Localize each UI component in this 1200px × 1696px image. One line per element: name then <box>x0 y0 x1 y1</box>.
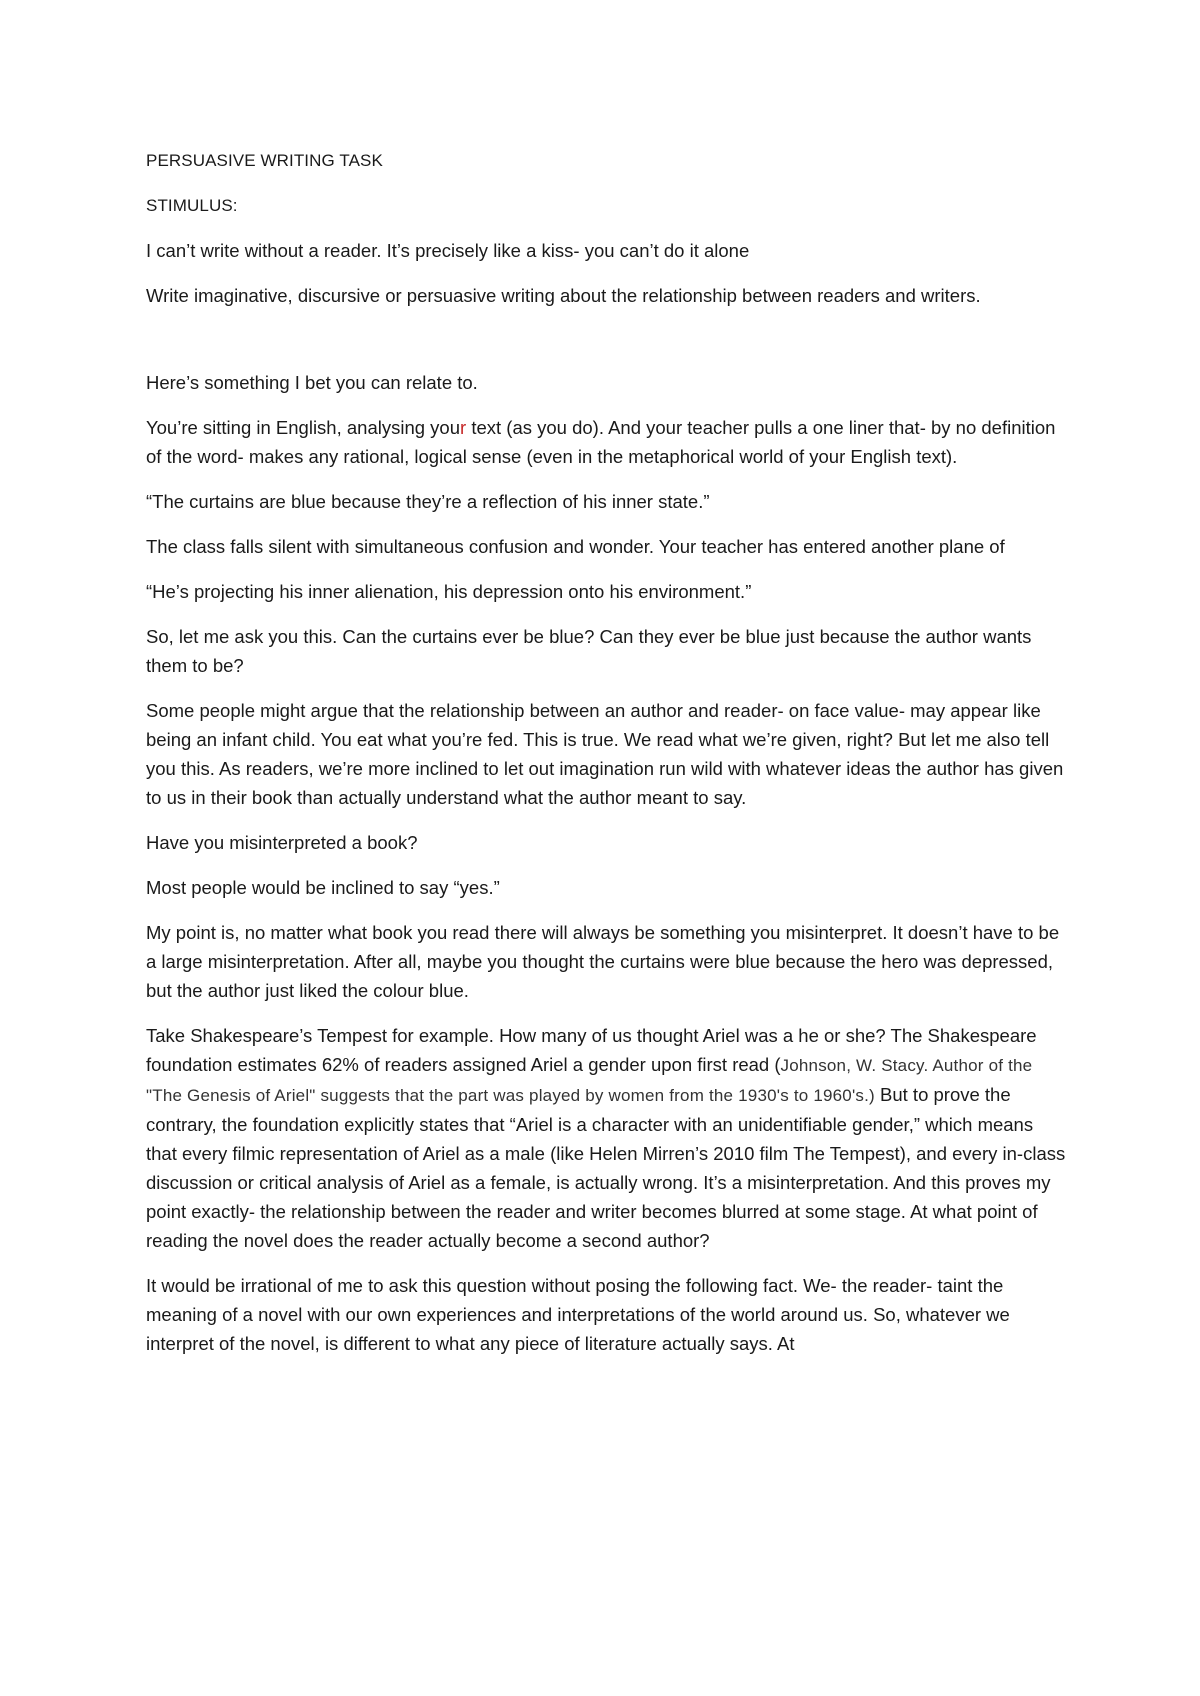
paragraph-2-text-b: text (as you do). And your teacher pulls a one liner that- by no definition of the word- makes any rational, logical sense (even in the metaphorical world of your English text). <box>146 417 1056 467</box>
task-prompt: Write imaginative, discursive or persuasive writing about the relationship between readers and writers. <box>146 285 981 306</box>
paragraph-4: The class falls silent with simultaneous confusion and wonder. Your teacher has entered another plane of <box>146 536 1005 557</box>
paragraph-spacer <box>146 326 1068 368</box>
paragraph-11 <box>146 1021 1068 1255</box>
paragraph-12: It would be irrational of me to ask this question without posing the following fact. We- the reader- taint the meaning of a novel with our own experiences and interpretations of the world around us. So, whatever we interpret of the novel, is different to what any piece of literature actually says. At <box>146 1275 1010 1354</box>
paragraph-10: My point is, no matter what book you read there will always be something you misinterpret. It doesn’t have to be a large misinterpretation. After all, maybe you thought the curtains were blue because the hero was depressed, but the author just liked the colour blue. <box>146 922 1060 1001</box>
paragraph-5: “He’s projecting his inner alienation, his depression onto his environment.” <box>146 581 752 602</box>
paragraph-8: Have you misinterpreted a book? <box>146 832 418 853</box>
paragraph-2-text-a: You’re sitting in English, analysing you <box>146 417 461 438</box>
citation: Johnson, W. Stacy. Author of the "The Genesis of Ariel" suggests that the part was played by women from the 1930's to 1960's.) <box>146 1056 1033 1105</box>
paragraph-1: Here’s something I bet you can relate to. <box>146 372 478 393</box>
paragraph-9: Most people would be inclined to say “yes.” <box>146 877 500 898</box>
paragraph-7: Some people might argue that the relationship between an author and reader- on face value- may appear like being an infant child. You eat what you’re fed. This is true. We read what we’re given, right? But let me also tell you this. As readers, we’re more inclined to let out imagination run wild with whatever ideas the author has given to us in their book than actually understand what the author meant to say. <box>146 700 1064 808</box>
paragraph-2 <box>146 413 1068 471</box>
paragraph-2-highlight: r <box>460 417 467 438</box>
paragraph-11-text-b: But to prove the contrary, the foundation explicitly states that “Ariel is a character with an unidentifiable gender,” which means that every filmic representation of Ariel as a male (like Helen Mirren’s 2010 film The Tempest), and every in-class discussion or critical analysis of Ariel as a female, is actually wrong. It’s a misinterpretation. And this proves my point exactly- the relationship between the reader and writer becomes blurred at some stage. At what point of reading the novel does the reader actually become a second author? <box>146 1084 1066 1251</box>
paragraph-3: “The curtains are blue because they’re a reflection of his inner state.” <box>146 491 710 512</box>
document-title: PERSUASIVE WRITING TASK <box>146 151 383 170</box>
stimulus-quote: I can’t write without a reader. It’s precisely like a kiss- you can’t do it alone <box>146 240 750 261</box>
paragraph-6: So, let me ask you this. Can the curtains ever be blue? Can they ever be blue just because the author wants them to be? <box>146 626 1032 676</box>
stimulus-label: STIMULUS: <box>146 196 238 215</box>
paragraph-11-text-a: Take Shakespeare’s Tempest for example. How many of us thought Ariel was a he or she? The Shakespeare foundation estimates 62% of readers assigned Ariel a gender upon first read ( <box>146 1025 1037 1075</box>
document-page <box>146 146 1068 1374</box>
